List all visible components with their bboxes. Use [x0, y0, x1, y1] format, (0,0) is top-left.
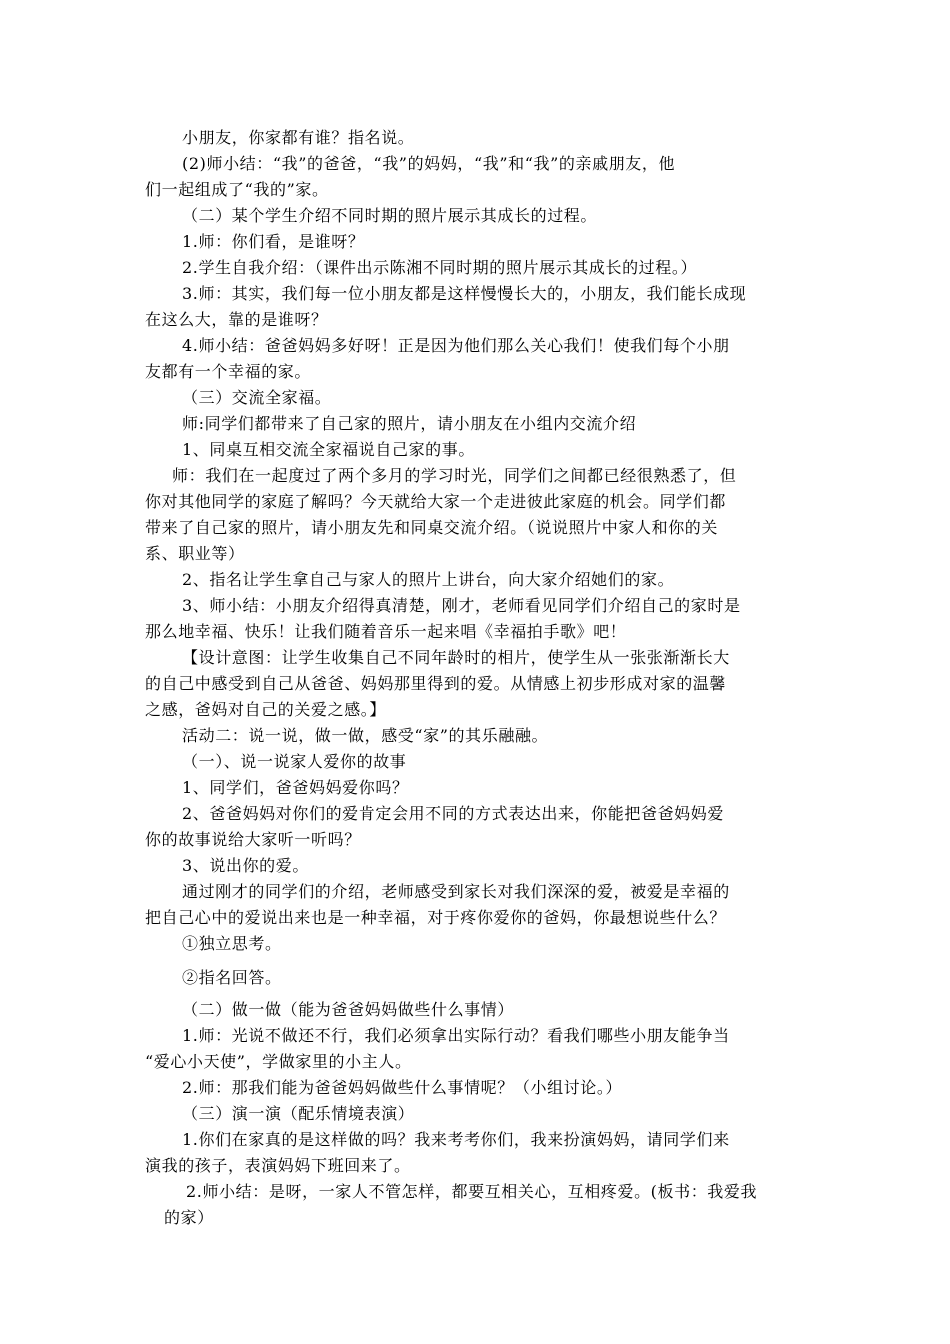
- text-line: (2)师小结：“我”的爸爸，“我”的妈妈，“我”和“我”的亲戚朋友，他: [182, 154, 676, 173]
- text-line: 们一起组成了“我的”家。: [145, 180, 329, 199]
- text-line: 1.你们在家真的是这样做的吗？我来考考你们，我来扮演妈妈，请同学们来: [182, 1130, 730, 1149]
- text-line: 在这么大，靠的是谁呀？: [145, 310, 328, 329]
- text-line: 2.师：那我们能为爸爸妈妈做些什么事情呢？（小组讨论。）: [182, 1078, 623, 1097]
- text-line: 的自己中感受到自己从爸爸、妈妈那里得到的爱。从情感上初步形成对家的温馨: [145, 674, 727, 693]
- text-line: 通过刚才的同学们的介绍，老师感受到家长对我们深深的爱，被爱是幸福的: [182, 882, 730, 901]
- text-line: 2.师小结：是呀，一家人不管怎样，都要互相关心，互相疼爱。(板书：我爱我: [186, 1182, 758, 1201]
- text-line: 3.师：其实，我们每一位小朋友都是这样慢慢长大的，小朋友，我们能长成现: [182, 284, 747, 303]
- text-line: 友都有一个幸福的家。: [145, 362, 312, 381]
- text-line: ①独立思考。: [182, 934, 282, 953]
- text-line: 系、职业等）: [145, 544, 245, 563]
- text-line: 师:同学们都带来了自己家的照片，请小朋友在小组内交流介绍: [182, 414, 637, 433]
- text-line: 小朋友，你家都有谁？指名说。: [182, 128, 415, 147]
- text-line: 1.师：你们看，是谁呀？: [182, 232, 365, 251]
- text-line: 1、同桌互相交流全家福说自己家的事。: [182, 440, 475, 459]
- text-line: 2.学生自我介绍：（课件出示陈湘不同时期的照片展示其成长的过程。）: [182, 258, 698, 277]
- text-line: 【设计意图：让学生收集自己不同年龄时的相片，使学生从一张张渐渐长大: [182, 648, 730, 667]
- text-line: （二）做一做（能为爸爸妈妈做些什么事情）: [182, 1000, 515, 1019]
- text-line: 之感，爸妈对自己的关爱之感。】: [145, 700, 387, 719]
- text-line: “爱心小天使”，学做家里的小主人。: [145, 1052, 412, 1071]
- text-line: 你对其他同学的家庭了解吗？今天就给大家一个走进彼此家庭的机会。同学们都: [145, 492, 727, 511]
- text-line: （三）演一演（配乐情境表演）: [182, 1104, 415, 1123]
- text-line: 1.师：光说不做还不行，我们必须拿出实际行动？看我们哪些小朋友能争当: [182, 1026, 730, 1045]
- text-line: 3、说出你的爱。: [182, 856, 309, 875]
- text-line: 的家）: [164, 1208, 214, 1227]
- text-line: 1、同学们，爸爸妈妈爱你吗？: [182, 778, 409, 797]
- text-line: 师：我们在一起度过了两个多月的学习时光，同学们之间都已经很熟悉了，但: [172, 466, 737, 485]
- text-line: 3、师小结：小朋友介绍得真清楚，刚才，老师看见同学们介绍自己的家时是: [182, 596, 741, 615]
- text-line: 活动二：说一说，做一做，感受“家”的其乐融融。: [182, 726, 549, 745]
- text-line: 带来了自己家的照片，请小朋友先和同桌交流介绍。（说说照片中家人和你的关: [145, 518, 719, 537]
- text-line: 2、爸爸妈妈对你们的爱肯定会用不同的方式表达出来，你能把爸爸妈妈爱: [182, 804, 724, 823]
- text-line: 你的故事说给大家听一听吗？: [145, 830, 361, 849]
- text-line: （二）某个学生介绍不同时期的照片展示其成长的过程。: [182, 206, 598, 225]
- text-line: 4.师小结：爸爸妈妈多好呀！正是因为他们那么关心我们！使我们每个小朋: [182, 336, 730, 355]
- text-line: ②指名回答。: [182, 968, 282, 987]
- text-line: 把自己心中的爱说出来也是一种幸福，对于疼你爱你的爸妈，你最想说些什么？: [145, 908, 727, 927]
- text-line: 演我的孩子，表演妈妈下班回来了。: [145, 1156, 411, 1175]
- text-line: 那么地幸福、快乐！让我们随着音乐一起来唱《幸福拍手歌》吧！: [145, 622, 627, 641]
- text-line: 2、指名让学生拿自己与家人的照片上讲台，向大家介绍她们的家。: [182, 570, 675, 589]
- text-line: （三）交流全家福。: [182, 388, 332, 407]
- text-line: （一）、说一说家人爱你的故事: [182, 752, 407, 771]
